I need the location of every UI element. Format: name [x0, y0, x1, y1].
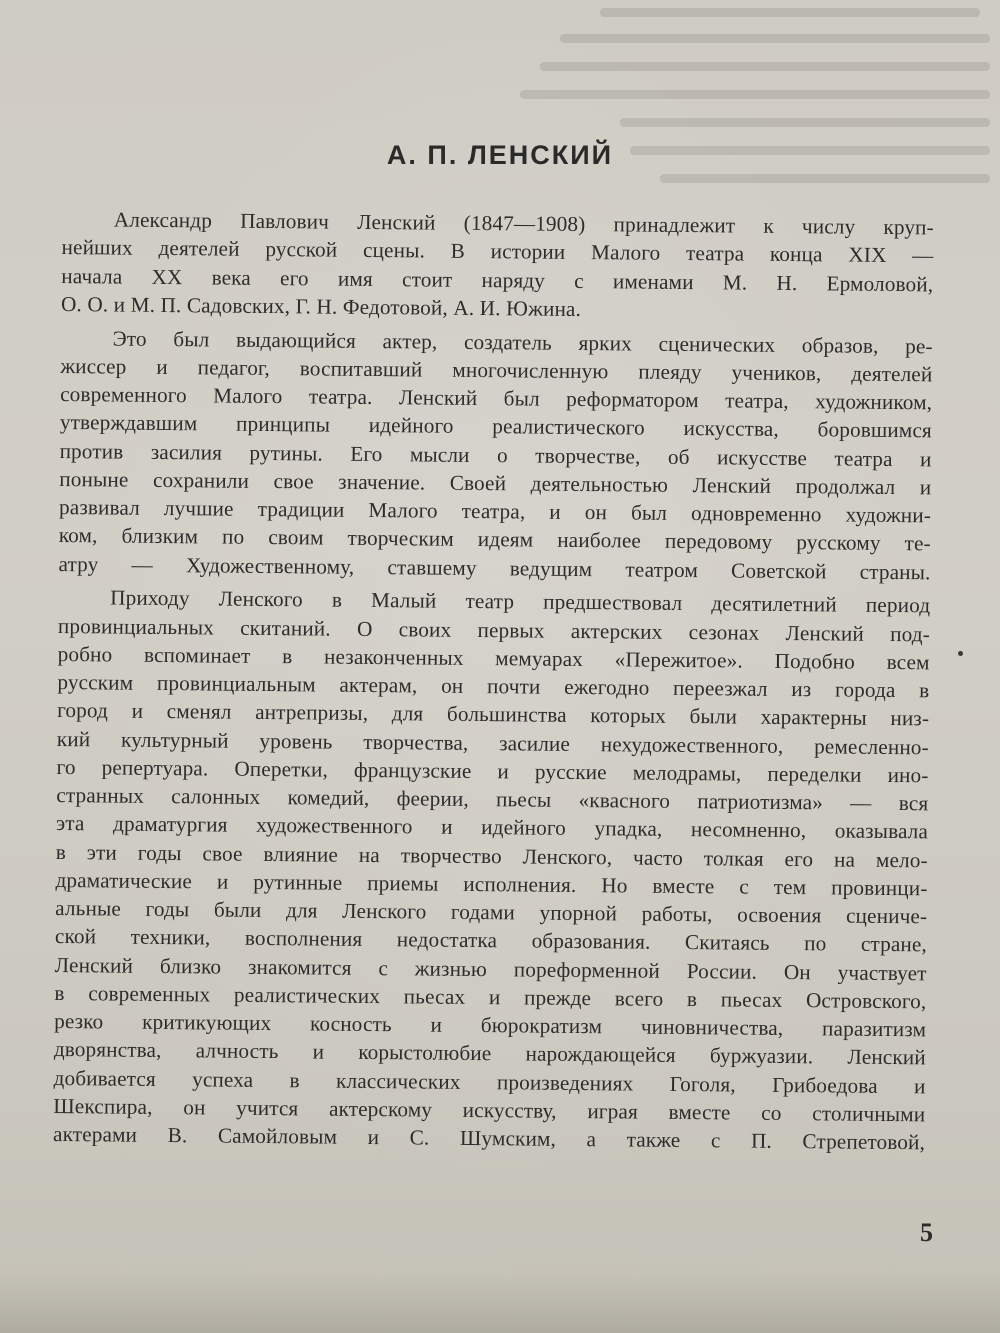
text-line: нейших деятелей русской сцены. В истории Малого театра конца XIX —: [61, 235, 934, 268]
body-text: [53, 205, 934, 1162]
text-line: дворянства, алчность и корыстолюбие нарождающейся буржуазии. Ленский: [53, 1037, 926, 1070]
bleed-through-text: [480, 0, 1000, 210]
text-line: атру — Художественному, ставшему ведущим театром Советской страны.: [58, 551, 931, 584]
paragraph-3: [53, 583, 930, 1156]
text-line: актерами В. Самойловым и С. Шумским, а также с П. Стрепетовой,: [52, 1121, 926, 1155]
text-line: странных салонных комедий, феерии, пьесы «квасного патриотизма» — вся: [56, 782, 929, 816]
text-line: Это был выдающийся актер, создатель ярких сценических образов, ре-: [112, 325, 933, 358]
text-line: ком, близким по своим творческим идеям наиболее передовому русскому те-: [58, 523, 931, 556]
text-line: жиссер и педагог, воспитавший многочисленную плеяду учеников, деятелей: [60, 353, 933, 387]
text-line: го репертуара. Оперетки, французские и русские мелодрамы, переделки ино-: [56, 754, 929, 788]
text-line: современного Малого театра. Ленский был реформатором театра, художником,: [60, 381, 933, 415]
text-line: в эти годы свое влияние на творчество Ленского, часто толкая его на мело-: [55, 839, 928, 872]
text-line: против засилия рутины. Его мысли о творчестве, об искусстве театра и: [59, 438, 932, 471]
text-line: Шекспира, он учится актерскому искусству, играя вместе со столичными: [53, 1093, 926, 1127]
text-line: Ленский близко знакомится с жизнью пореформенной России. Он участвует: [54, 952, 927, 985]
text-line: альные годы были для Ленского годами упорной работы, освоения сцениче-: [55, 895, 928, 929]
text-line: робно вспоминает в незаконченных мемуарах «Пережитое». Подобно всем: [57, 641, 930, 675]
text-line: поныне сохранили свое значение. Своей деятельностью Ленский продолжал и: [59, 466, 932, 500]
paragraph-1: [61, 205, 934, 326]
text-line: начала XX века его имя стоит наряду с именами М. Н. Ермоловой,: [61, 263, 934, 296]
text-line: кий культурный уровень творчества, засилие нехудожественного, ремесленно-: [56, 726, 929, 759]
page-title: А. П. ЛЕНСКИЙ: [386, 140, 614, 170]
text-line: русским провинциальным актерам, он почти ежегодно переезжал из города в: [57, 669, 930, 703]
text-line: город и сменял антрепризы, для большинства которых были характерны низ-: [57, 698, 930, 731]
text-line: развивал лучшие традиции Малого театра, и он был одновременно художни-: [58, 494, 932, 528]
paper-speck: [958, 651, 963, 656]
text-line: Приходу Ленского в Малый театр предшествовал десятилетний период: [110, 585, 931, 618]
text-line: резко критикующих косность и бюрократизм чиновничества, паразитизм: [54, 1008, 927, 1042]
text-line: провинциальных скитаний. О своих первых актерских сезонах Ленский под-: [57, 613, 931, 646]
page-shadow: [0, 1273, 1000, 1333]
text-line: в современных реалистических пьесах и прежде всего в пьесах Островского,: [54, 980, 927, 1014]
text-line: драматические и рутинные приемы исполнения. Но вместе с тем провинци-: [55, 867, 928, 901]
text-line: добивается успеха в классических произведениях Гоголя, Грибоедова и: [53, 1065, 926, 1098]
text-line: эта драматургия художественного и идейного упадка, несомненно, оказывала: [55, 811, 929, 844]
text-line: О. О. и М. П. Садовских, Г. Н. Федотовой, А. И. Южина.: [60, 291, 582, 321]
text-line: ской техники, восполнения недостатка образования. Скитаясь по стране,: [54, 924, 928, 957]
text-line: Александр Павлович Ленский (1847—1908) принадлежит к числу круп-: [113, 207, 934, 240]
text-line: утверждавшим принципы идейного реалистического искусства, боровшимся: [59, 410, 932, 443]
paragraph-2: [58, 323, 932, 586]
page-number: 5: [920, 1218, 933, 1247]
